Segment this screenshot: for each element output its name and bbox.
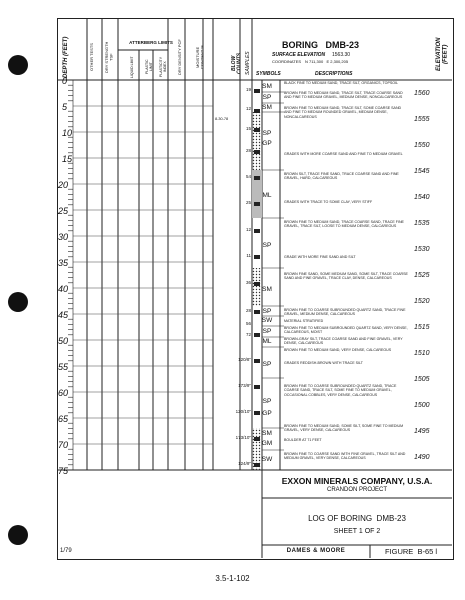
- stratum-description: BROWN FINE TO COARSE SUBROUNDED QUARTZ SAND, TRACE FINE GRAVEL, MEDIUM DENSE, CALCAREOUS: [284, 308, 406, 317]
- soil-symbol: GP: [262, 410, 272, 417]
- blow-count: 11: [246, 253, 251, 258]
- elevation-tick: 1560: [414, 90, 430, 97]
- elevation-tick: 1545: [414, 168, 430, 175]
- descriptions-label: DESCRIPTIONS: [315, 71, 353, 77]
- page-number: 3.5-1-102: [215, 574, 250, 583]
- soil-symbol: SP: [262, 130, 272, 137]
- surface-elevation-value: 1563.30: [332, 52, 351, 58]
- elevation-tick: 1535: [414, 220, 430, 227]
- binder-hole-middle: [8, 292, 28, 312]
- stratum-description: BROWN FINE TO MEDIUM SUBROUNDED QUARTZ SAND, VERY DENSE, CALCAREOUS, MOIST: [284, 326, 408, 335]
- depth-tick: 35: [58, 258, 69, 268]
- blow-count: 25: [245, 200, 251, 205]
- soil-symbol: ML: [262, 338, 272, 345]
- soil-symbol: ML: [262, 192, 272, 199]
- blow-count: 28: [245, 148, 251, 153]
- soil-symbol: SM: [262, 83, 272, 90]
- blow-count: 54: [245, 174, 251, 179]
- stratum-description: BROWN FINE TO COARSE SAND WITH FINE GRAVEL, TRACE SILT AND MEDIUM GRAVEL, VERY DENSE, CALCAREOUS: [284, 452, 406, 461]
- elevation-tick: 1555: [414, 116, 430, 123]
- elevation-tick: 1490: [414, 454, 430, 461]
- log-title: LOG OF BORING DMB-23: [308, 514, 406, 523]
- elevation-tick: 1500: [414, 402, 430, 409]
- symbols-label: SYMBOLS: [256, 71, 281, 77]
- blow-count: 15: [245, 126, 251, 131]
- soil-symbol: SP: [262, 242, 272, 249]
- stratum-description: GRADES REDDISH-BROWN WITH TRACE SILT: [284, 361, 363, 365]
- dry-density-header: DRY DENSITY PCF: [177, 39, 182, 75]
- depth-tick: 75: [58, 466, 69, 476]
- depth-tick: 70: [58, 440, 69, 450]
- stratum-description: BROWN FINE TO MEDIUM SAND, TRACE SILT, SOME COARSE SAND AND FINE TO MEDIUM ROUNDED GRAVEL, MEDIUM DENSE, NONCALCAREOUS: [284, 106, 402, 119]
- blow-count: 120/8": [238, 357, 251, 362]
- blow-count: 19: [245, 87, 251, 92]
- stratum-description: BROWN-GRAY SILT, TRACE COARSE SAND AND FINE GRAVEL, VERY DENSE, CALCAREOUS: [284, 337, 403, 346]
- soil-symbol: SW: [261, 317, 273, 324]
- date-code: 1/79: [60, 548, 72, 554]
- blow-count: 8-30-78: [215, 117, 229, 121]
- depth-tick: 65: [58, 414, 69, 424]
- depth-tick: 5: [62, 102, 68, 112]
- plasticity-index-header: PLASTICITY INDEX: [159, 56, 167, 78]
- depth-tick: 25: [58, 206, 69, 216]
- depth-tick: 50: [58, 336, 69, 346]
- boring-title: BORING DMB-23: [282, 40, 360, 50]
- depth-header: DEPTH (FEET): [63, 36, 69, 78]
- stratum-description: BROWN FINE TO MEDIUM SAND, VERY DENSE, CALCAREOUS: [284, 348, 392, 352]
- soil-symbol: SP: [262, 94, 272, 101]
- figure-number: FIGURE B-65 l: [384, 547, 438, 556]
- stratum-description: BROWN FINE TO MEDIUM SAND, TRACE SILT, TRACE COARSE SAND AND FINE TO MEDIUM GRAVEL, MEDIUM DENSE, NONCALCAREOUS: [284, 91, 403, 100]
- depth-tick: 30: [58, 232, 69, 242]
- stratum-description: BROWN FINE TO COARSE SUBROUNDED QUARTZ SAND, TRACE COARSE SAND, TRACE SILT, SOME FINE TO MEDIUM GRAVEL, OCCASIONAL COBBLES, VERY DENSE, CALCAREOUS: [284, 384, 397, 397]
- depth-tick: 55: [58, 362, 69, 372]
- depth-tick: 45: [58, 310, 69, 320]
- plastic-limit-header: PLASTIC LIMIT: [145, 59, 153, 75]
- elevation-tick: 1510: [414, 350, 430, 357]
- depth-tick: 40: [58, 284, 69, 294]
- blow-count: 72: [245, 332, 251, 337]
- blow-count: 173/9": [238, 383, 251, 388]
- soil-symbol: SP: [262, 361, 272, 368]
- elevation-tick: 1540: [414, 194, 430, 201]
- coordinates-label: COORDINATES: [272, 59, 302, 64]
- dry-strength-header: DRY STRENGTH TSF: [104, 41, 114, 73]
- binder-hole-bottom: [8, 525, 28, 545]
- samples-header: SAMPLES: [245, 51, 251, 75]
- blow-count: 124/9": [238, 461, 251, 466]
- blow-count: 12: [245, 106, 251, 111]
- elevation-tick: 1495: [414, 428, 430, 435]
- soil-symbol: SM: [262, 286, 272, 293]
- elevation-tick: 1530: [414, 246, 430, 253]
- blow-count: 56: [245, 321, 251, 326]
- other-tests-header: OTHER TESTS: [89, 43, 94, 71]
- blow-counts-header: BLOW COUNTS: [231, 52, 243, 74]
- blow-count: 36: [245, 280, 251, 285]
- stratum-description: BROWN FINE SAND, SOME MEDIUM SAND, SOME SILT, TRACE COARSE SAND AND FINE GRAVEL, TRACE CLAY, DENSE, CALCAREOUS: [284, 272, 408, 281]
- surface-elevation-label: SURFACE ELEVATION: [272, 52, 326, 58]
- blow-count: 120/10": [235, 409, 251, 414]
- soil-symbol: SM: [262, 104, 272, 111]
- stratum-description: BROWN FINE TO MEDIUM SAND, TRACE COARSE SAND, TRACE FINE GRAVEL, TRACE SILT, LOOSE TO MEDIUM DENSE, CALCAREOUS: [284, 220, 404, 229]
- blow-count: 173/10": [235, 435, 251, 440]
- blow-count: 28: [245, 308, 251, 313]
- stratum-description: GRADES WITH MORE COARSE SAND AND FINE TO MEDIUM GRAVEL: [284, 152, 403, 156]
- soil-symbol: SP: [262, 328, 272, 335]
- depth-tick: 15: [62, 154, 73, 164]
- blow-count: 12: [245, 227, 251, 232]
- depth-tick: 20: [58, 180, 69, 190]
- stratum-description: BROWN FINE TO MEDIUM SAND, SOME SILT, SOME FINE TO MEDIUM GRAVEL, VERY DENSE, CALCAREOUS: [284, 424, 404, 433]
- stratum-description: BROWN SILT, TRACE FINE SAND, TRACE COARSE SAND AND FINE GRAVEL, HARD, CALCAREOUS: [284, 172, 399, 181]
- soil-symbol: SW: [261, 456, 273, 463]
- sheet-number: SHEET 1 OF 2: [333, 528, 381, 535]
- elevation-tick: 1550: [414, 142, 430, 149]
- moisture-header: MOISTURE CONTENT %: [195, 45, 205, 69]
- elevation-tick: 1525: [414, 272, 430, 279]
- soil-symbol: GM: [261, 440, 273, 447]
- stratum-description: GRADES WITH TRACE TO SOME CLAY, VERY STIFF: [284, 200, 373, 204]
- soil-symbol: SM: [262, 430, 272, 437]
- elevation-header: ELEVATION (FEET): [436, 37, 449, 71]
- soil-symbol: SP: [262, 398, 272, 405]
- company-name: EXXON MINERALS COMPANY, U.S.A.: [281, 476, 433, 486]
- stratum-description: GRADE WITH MORE FINE SAND AND SILT: [284, 255, 356, 259]
- soil-symbol: GP: [262, 140, 272, 147]
- elevation-tick: 1515: [414, 324, 430, 331]
- binder-hole-top: [8, 55, 28, 75]
- depth-tick: 0: [62, 76, 68, 86]
- depth-tick: 10: [62, 128, 73, 138]
- elevation-tick: 1520: [414, 298, 430, 305]
- coordinates-value: N 711,300 E 2,300,205: [305, 59, 349, 64]
- elevation-tick: 1505: [414, 376, 430, 383]
- stratum-description: BLACK FINE TO MEDIUM SAND, TRACE SILT, ORGANICS, TOPSOIL: [284, 81, 399, 85]
- firm-name: DAMES & MOORE: [286, 548, 346, 554]
- atterberg-header: ATTERBERG LIMITS: [129, 40, 173, 45]
- soil-symbol: SP: [262, 308, 272, 315]
- stratum-description: BOULDER AT 71 FEET: [284, 438, 322, 442]
- project-name: CRANDON PROJECT: [326, 487, 387, 493]
- liquid-limit-header: LIQUID LIMIT: [130, 56, 134, 78]
- depth-tick: 60: [58, 388, 69, 398]
- stratum-description: MATERIAL STRATIFIED: [284, 319, 324, 323]
